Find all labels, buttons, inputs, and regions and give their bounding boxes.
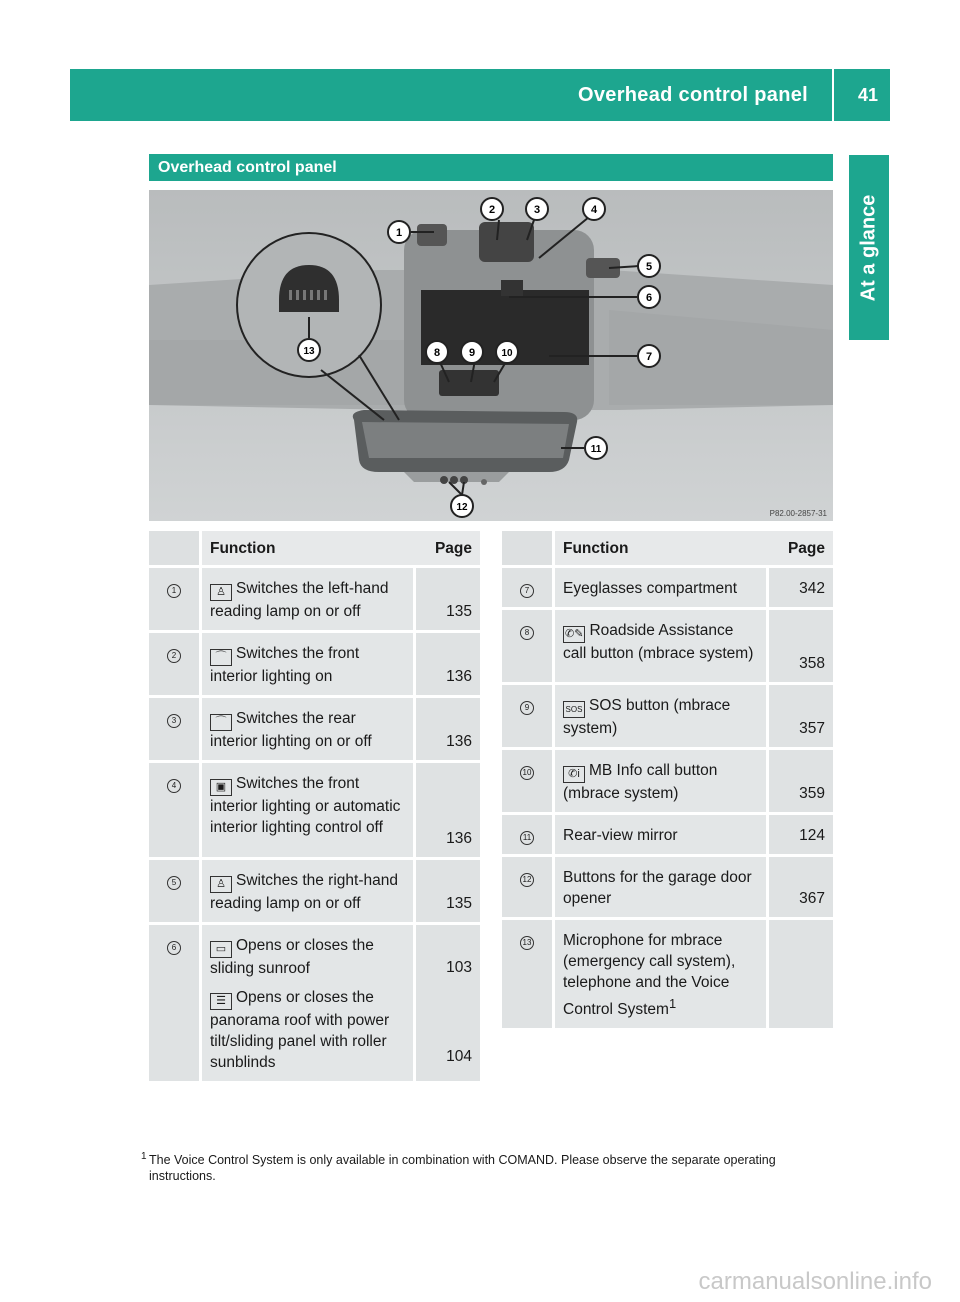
rear-light-icon: ⌒ xyxy=(210,714,232,731)
footnote-text: The Voice Control System is only available in combination with COMAND. Please observe the separate operating instructions. xyxy=(149,1153,776,1183)
col-function: Function xyxy=(201,531,415,567)
row-function: Buttons for the garage door opener xyxy=(563,869,752,907)
callout-12 xyxy=(451,495,473,517)
row-function: Switches the front interior lighting or automatic interior lighting control off xyxy=(210,775,401,836)
footnote-marker: 1 xyxy=(141,1151,147,1162)
reading-lamp-icon: ♙ xyxy=(210,876,232,893)
table-row xyxy=(149,632,480,697)
row-page: 136 xyxy=(414,697,480,762)
svg-text:1: 1 xyxy=(395,227,403,239)
header-bar xyxy=(70,69,890,121)
watermark: carmanualsonline.info xyxy=(698,1268,932,1295)
sunroof-icon: ▭ xyxy=(210,941,232,958)
svg-text:12: 12 xyxy=(456,502,468,513)
row-function: Microphone for mbrace (emergency call system), telephone and the Voice Control System xyxy=(563,932,736,1019)
row-number: 1 xyxy=(167,584,181,598)
svg-text:3: 3 xyxy=(533,204,541,216)
row-page: 358 xyxy=(767,609,833,684)
table-row xyxy=(502,749,833,814)
table-row xyxy=(502,856,833,919)
row-function: Switches the left-hand reading lamp on or off xyxy=(210,580,389,620)
svg-text:5: 5 xyxy=(645,261,653,273)
callout-11 xyxy=(585,437,607,459)
svg-text:8: 8 xyxy=(433,347,441,359)
row-page-secondary: 104 xyxy=(446,1048,472,1065)
callout-4 xyxy=(583,198,605,220)
table-row xyxy=(149,924,480,1083)
info-call-icon: ✆i xyxy=(563,766,585,783)
row-number: 5 xyxy=(167,876,181,890)
row-page xyxy=(767,919,833,1030)
row-number: 8 xyxy=(520,626,534,640)
row-number: 9 xyxy=(520,701,534,715)
row-number: 7 xyxy=(520,584,534,598)
svg-text:2: 2 xyxy=(488,204,496,216)
table-row xyxy=(149,762,480,859)
row-page: 367 xyxy=(767,856,833,919)
col-function: Function xyxy=(554,531,768,567)
row-page: 359 xyxy=(767,749,833,814)
svg-text:9: 9 xyxy=(468,347,476,359)
table-row xyxy=(149,567,480,632)
function-table-right xyxy=(502,531,833,1031)
row-number: 13 xyxy=(520,936,534,950)
row-number: 3 xyxy=(167,714,181,728)
row-function: Eyeglasses compartment xyxy=(563,580,738,597)
reading-lamp-icon: ♙ xyxy=(210,584,232,601)
row-page: 124 xyxy=(767,814,833,856)
callout-8 xyxy=(426,341,448,363)
row-number: 4 xyxy=(167,779,181,793)
footnote xyxy=(141,1151,833,1184)
section-title: Overhead control panel xyxy=(149,154,833,181)
svg-text:11: 11 xyxy=(590,444,602,455)
panorama-roof-icon: ☰ xyxy=(210,993,232,1010)
row-function: MB Info call button (mbrace system) xyxy=(563,762,718,802)
table-row xyxy=(149,859,480,924)
col-page: Page xyxy=(414,531,480,567)
header-title: Overhead control panel xyxy=(578,84,808,106)
callout-2 xyxy=(481,198,503,220)
row-function: Rear-view mirror xyxy=(563,827,678,844)
callout-10 xyxy=(496,341,518,363)
callout-3 xyxy=(526,198,548,220)
side-tab-label: At a glance xyxy=(857,194,880,301)
row-function: Switches the right-hand reading lamp on or off xyxy=(210,872,398,912)
row-function-secondary: Opens or closes the panorama roof with power tilt/sliding panel with roller sunblinds xyxy=(210,989,390,1071)
svg-text:7: 7 xyxy=(645,351,653,363)
row-function: Switches the rear interior lighting on or off xyxy=(210,710,372,750)
row-page: 136 xyxy=(414,762,480,859)
row-number: 6 xyxy=(167,941,181,955)
figure-code: P82.00-2857-31 xyxy=(769,509,827,518)
row-number: 11 xyxy=(520,831,534,845)
callout-5 xyxy=(638,255,660,277)
row-number: 2 xyxy=(167,649,181,663)
table-row xyxy=(502,609,833,684)
table-row xyxy=(502,567,833,609)
table-row xyxy=(149,697,480,762)
overhead-panel-illustration xyxy=(149,190,833,521)
row-page: 103 xyxy=(446,959,472,976)
front-light-icon: ⌒ xyxy=(210,649,232,666)
function-table-left xyxy=(149,531,480,1084)
row-function: Roadside Assistance call button (mbrace system) xyxy=(563,622,754,662)
callout-1 xyxy=(388,221,410,243)
callout-6 xyxy=(638,286,660,308)
header-separator xyxy=(832,69,834,121)
page-number: 41 xyxy=(857,85,878,105)
svg-text:13: 13 xyxy=(303,346,315,357)
callout-7 xyxy=(638,345,660,367)
row-function: SOS button (mbrace system) xyxy=(563,697,731,737)
callout-9 xyxy=(461,341,483,363)
svg-text:10: 10 xyxy=(501,348,513,359)
callout-13 xyxy=(298,339,320,361)
table-row xyxy=(502,919,833,1030)
svg-text:4: 4 xyxy=(590,204,598,216)
row-function: Switches the front interior lighting on xyxy=(210,645,360,685)
table-row xyxy=(502,684,833,749)
light-off-icon: ▣ xyxy=(210,779,232,796)
footnote-ref: 1 xyxy=(668,996,677,1011)
row-number: 12 xyxy=(520,873,534,887)
row-page: 342 xyxy=(767,567,833,609)
sos-icon: SOS xyxy=(563,701,585,718)
row-page: 135 xyxy=(414,859,480,924)
table-row xyxy=(502,814,833,856)
row-page: 357 xyxy=(767,684,833,749)
roadside-assistance-icon: ✆✎ xyxy=(563,626,585,643)
col-page: Page xyxy=(767,531,833,567)
row-page: 135 xyxy=(414,567,480,632)
row-number: 10 xyxy=(520,766,534,780)
row-page: 136 xyxy=(414,632,480,697)
svg-text:6: 6 xyxy=(645,292,653,304)
row-function: Opens or closes the sliding sunroof xyxy=(210,937,374,977)
